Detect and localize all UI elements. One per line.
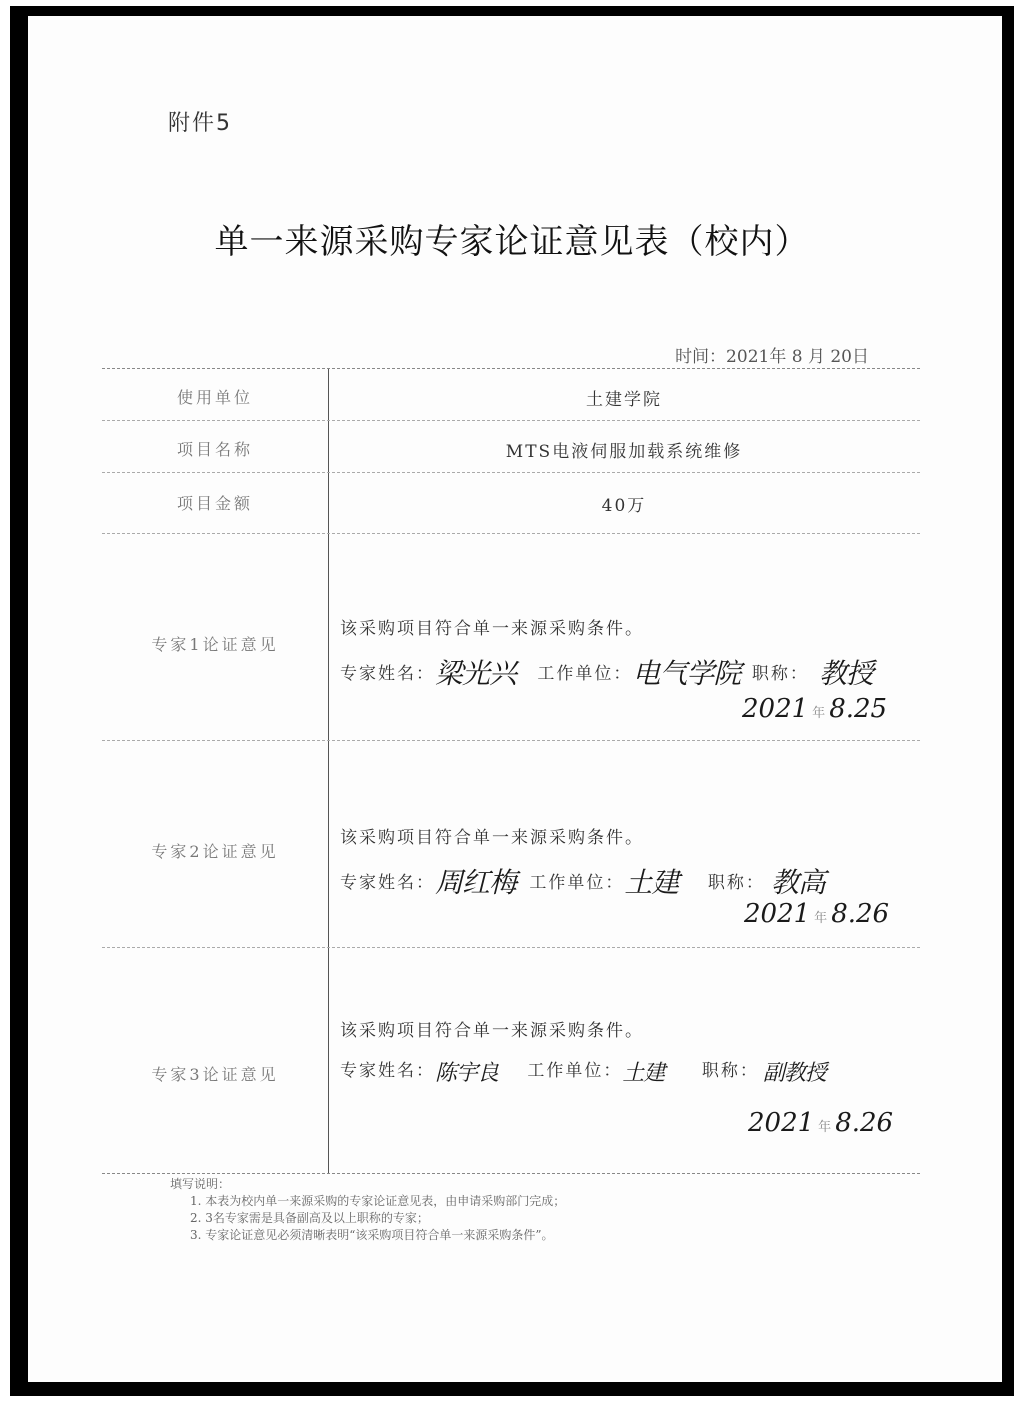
expert-3-sign-date <box>748 1108 893 1138</box>
project-label: 项目名称 <box>176 440 253 459</box>
expert-1-unit-label: 工作单位： <box>537 664 633 684</box>
expert-3-sign-line <box>340 1056 826 1087</box>
amount-value: 40万 <box>601 496 647 516</box>
expert-2-sign-monthday: 8.26 <box>831 899 890 929</box>
expert-1-year-mark: 年 <box>812 706 826 721</box>
dept-value: 土建学院 <box>586 390 662 410</box>
project-value: MTS电液伺服加载系统维修 <box>505 442 743 462</box>
instructions-notes <box>170 1176 565 1244</box>
expert-3-year-mark: 年 <box>818 1120 832 1135</box>
expert-2-title: 教高 <box>770 866 825 899</box>
expert-3-unit: 土建 <box>622 1061 665 1086</box>
expert-3-opinion: 该采购项目符合单一来源采购条件。 <box>340 1021 644 1041</box>
expert-1-name-signature: 梁光兴 <box>435 657 517 690</box>
opinion-table <box>102 368 920 1174</box>
expert-1-title: 教授 <box>818 657 873 690</box>
dept-label: 使用单位 <box>176 388 253 407</box>
notes-heading: 填写说明： <box>170 1177 231 1191</box>
expert-1-sign-year: 2021 <box>742 694 809 724</box>
document-title: 单一来源采购专家论证意见表（校内） <box>214 222 810 262</box>
expert-2-sign-year: 2021 <box>744 899 811 929</box>
expert-2-unit-label: 工作单位： <box>529 873 625 893</box>
expert-2-sign-date <box>744 899 889 929</box>
note-item-2: 2. 3名专家需是具备副高及以上职称的专家； <box>190 1211 429 1225</box>
expert-2-opinion: 该采购项目符合单一来源采购条件。 <box>340 828 644 848</box>
expert-3-title: 副教授 <box>762 1061 826 1086</box>
row-expert-2 <box>102 741 920 948</box>
row-expert-3 <box>102 948 920 1173</box>
expert-2-year-mark: 年 <box>814 911 828 926</box>
expert-2-name-signature: 周红梅 <box>435 866 517 899</box>
expert-1-opinion: 该采购项目符合单一来源采购条件。 <box>340 619 644 639</box>
expert-3-title-label: 职称： <box>701 1061 759 1081</box>
expert-1-sign-date <box>742 694 887 724</box>
row-expert-1 <box>102 534 920 741</box>
expert-1-name-label: 专家姓名： <box>340 664 435 684</box>
amount-label: 项目金额 <box>176 494 253 513</box>
expert-2-sign-line <box>340 861 825 901</box>
date-line: 时间：2021年 8 月 20日 <box>675 347 869 367</box>
row-dept <box>102 369 920 421</box>
row-amount <box>102 473 920 534</box>
expert-1-sign-line <box>340 652 873 692</box>
row-project <box>102 421 920 473</box>
expert-1-unit: 电气学院 <box>632 657 741 690</box>
note-item-1: 1. 本表为校内单一来源采购的专家论证意见表，由申请采购部门完成； <box>190 1194 566 1208</box>
note-item-3: 3. 专家论证意见必须清晰表明“该采购项目符合单一来源采购条件”。 <box>190 1228 554 1242</box>
expert-3-label: 专家3论证意见 <box>151 1065 279 1084</box>
expert-3-sign-monthday: 8.26 <box>835 1108 894 1138</box>
expert-1-label: 专家1论证意见 <box>151 635 279 654</box>
expert-3-sign-year: 2021 <box>748 1108 815 1138</box>
expert-1-sign-monthday: 8.25 <box>829 694 888 724</box>
expert-1-title-label: 职称： <box>751 664 809 684</box>
expert-2-title-label: 职称： <box>707 873 765 893</box>
expert-3-unit-label: 工作单位： <box>527 1061 623 1081</box>
expert-2-label: 专家2论证意见 <box>151 842 279 861</box>
expert-3-name-signature: 陈宇良 <box>435 1061 499 1086</box>
attachment-label: 附件5 <box>168 111 232 136</box>
expert-2-unit: 土建 <box>624 866 679 899</box>
expert-2-name-label: 专家姓名： <box>340 873 435 893</box>
expert-3-name-label: 专家姓名： <box>340 1061 435 1081</box>
